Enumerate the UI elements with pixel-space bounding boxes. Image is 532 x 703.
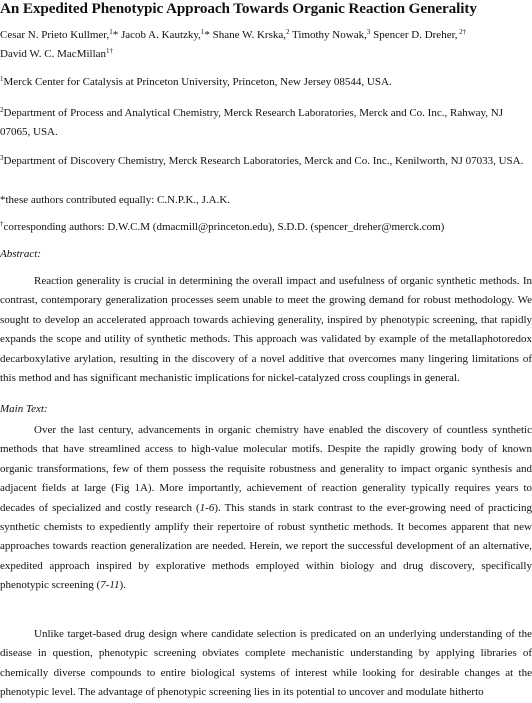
author-superscript: 3 — [366, 28, 371, 36]
author-name: Spencer D. Dreher, — [370, 29, 458, 41]
main-paragraph-2: Unlike target-based drug design where candidate selection is predicated on an underlying understanding of the disease in question, phenotypic screening obviates complete mechanistic understanding by applying libraries of chemically diverse compounds to entire biological systems of interest while looking for desirable changes at the phenotypic level. The advantage of phenotypic screening lies in its potential to uncover and modulate hitherto — [0, 628, 532, 699]
corresponding-text: corresponding authors: D.W.C.M (dmacmill@princeton.edu), S.D.D. (spencer_dreher@merck.com) — [3, 221, 445, 233]
abstract-heading: Abstract: — [0, 248, 41, 260]
affiliation-1 — [0, 73, 532, 92]
paper-title: An Expedited Phenotypic Approach Towards Organic Reaction Generality — [0, 0, 477, 17]
author-name: Cesar N. Prieto Kullmer, — [0, 29, 110, 41]
affiliation-superscript: 3 — [0, 154, 4, 162]
citation-ref: 7-11 — [100, 579, 120, 592]
main-text-body-2 — [0, 625, 532, 703]
paragraph-text: ). This stands in stark contrast to the ever-growing need of practicing synthetic chemists to expediently amplify their repertoire of robust synthetic methods. It becomes apparent that new approaches towards reaction generalization are needed. Herein, we report the successful development of an alternative, expedited approach inspired by explorative methods employed within biology and drug discovery, specifically phenotypic screening ( — [0, 501, 532, 592]
abstract-paragraph: Reaction generality is crucial in determining the overall impact and usefulness of organic synthetic methods. In contrast, contemporary generalization processes seem unable to meet the growing demand for robust methodology. We sought to develop an accelerated approach towards achieving generality, inspired by phenotypic screening, that rapidly expands the scope and utility of synthetic methods. This approach was validated by example of the metallaphotoredox decarboxylative arylation, resulting in the discovery of a novel additive that overcomes many lingering limitations of this method and has significant mechanistic implications for nickel-catalyzed cross couplings in general. — [0, 275, 532, 385]
dagger-superscript: † — [0, 220, 4, 228]
affiliation-text: Merck Center for Catalysis at Princeton University, Princeton, New Jersey 08544, USA. — [3, 76, 392, 88]
affiliation-superscript: 1 — [0, 75, 4, 83]
author-name: * Jacob A. Kautzky, — [112, 29, 201, 41]
author-name: Timothy Nowak, — [289, 29, 367, 41]
paragraph-text: ). — [119, 579, 126, 592]
main-text-body — [0, 421, 532, 596]
affiliation-3 — [0, 152, 532, 171]
author-superscript: 1† — [106, 47, 114, 56]
corresponding-authors-note — [0, 218, 532, 237]
affiliation-superscript: 2 — [0, 106, 4, 114]
author-superscript: 2† — [457, 28, 467, 36]
main-text-heading: Main Text: — [0, 403, 48, 415]
author-superscript: 2 — [286, 28, 290, 36]
affiliation-2 — [0, 104, 532, 143]
main-paragraph-1 — [0, 421, 532, 596]
author-line-1 — [0, 26, 532, 45]
author-superscript: 1 — [200, 28, 205, 36]
equal-contribution-note: *these authors contributed equally: C.N.P.K., J.A.K. — [0, 194, 231, 206]
citation-ref: 1-6 — [199, 501, 215, 514]
author-superscript: 1 — [109, 28, 113, 36]
affiliation-text: Department of Discovery Chemistry, Merck Research Laboratories, Merck and Co. Inc., Kenilworth, NJ 07033, USA. — [3, 155, 524, 167]
affiliation-text: Department of Process and Analytical Chemistry, Merck Research Laboratories, Merck and Co. Inc., Rahway, NJ 07065, USA. — [0, 107, 504, 139]
author-list — [0, 26, 532, 65]
author-line-2 — [0, 45, 532, 64]
paragraph-text: Over the last century, advancements in organic chemistry have enabled the discovery of countless synthetic methods that have streamlined access to high-value molecular motifs. Despite the rapidly growing body of known organic transformations, few of them possess the requisite robustness and generality to impact organic synthesis and adjacent fields at large (Fig 1A). More importantly, achievement of reaction generality typically requires years to decades of specialized and costly research ( — [0, 424, 532, 514]
abstract-body — [0, 272, 532, 388]
author-name: * Shane W. Krska, — [204, 29, 286, 41]
author-name: David W. C. MacMillan — [0, 48, 107, 61]
